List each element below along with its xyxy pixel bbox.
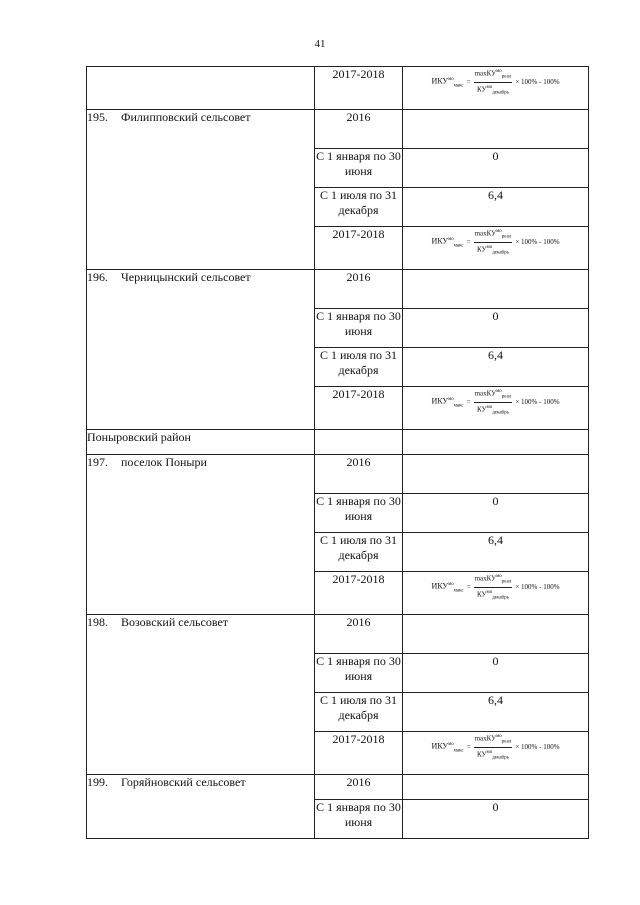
value-cell: 6,4 [403, 693, 589, 732]
municipality-name: поселок Поныри [121, 455, 207, 469]
formula-numerator-sub: реал [501, 579, 512, 585]
period-cell: 2016 [315, 615, 403, 654]
formula-lhs-sup: мо [448, 76, 454, 82]
period-cell: С 1 июля по 31 декабря [315, 348, 403, 387]
formula-denominator-sup: мо [486, 589, 493, 595]
municipality-name: Черницынский сельсовет [121, 270, 251, 284]
formula-lhs [431, 580, 463, 595]
region-name: Поныровский район [87, 430, 315, 455]
formula-denominator [476, 748, 510, 763]
formula-lhs-text: ИКУ [431, 581, 449, 591]
formula-numerator-text: maxКУ [474, 69, 497, 78]
period-cell: 2017-2018 [315, 387, 403, 430]
formula [403, 732, 588, 762]
period-cell: 2017-2018 [315, 227, 403, 270]
formula-numerator-text: maxКУ [474, 574, 497, 583]
formula-denominator-text: КУ [477, 590, 487, 599]
period-cell: 2016 [315, 270, 403, 309]
formula-denominator-text: КУ [477, 245, 487, 254]
formula-denominator-sup: мо [486, 404, 493, 410]
formula-lhs-text: ИКУ [431, 396, 449, 406]
value-cell [403, 110, 589, 149]
formula-equals: = [466, 397, 471, 406]
table-row [87, 455, 589, 494]
formula-equals: = [466, 582, 471, 591]
formula-numerator-sup: мо [496, 69, 502, 74]
formula-tail: × 100% - 100% [515, 237, 560, 246]
row-number: 197. [87, 455, 108, 469]
formula-fraction [474, 387, 513, 417]
formula-equals: = [466, 237, 471, 246]
municipality-cell [87, 110, 315, 270]
formula-denominator-text: КУ [477, 405, 487, 414]
formula-numerator [474, 572, 513, 588]
region-row [87, 430, 589, 455]
municipality-cell [87, 775, 315, 839]
formula-denominator [476, 588, 510, 603]
value-cell [403, 775, 589, 800]
formula-lhs [431, 395, 463, 410]
formula-cell [403, 387, 589, 430]
formula-denominator-sup: мо [486, 749, 493, 755]
formula-lhs-sub: макс [453, 747, 464, 753]
formula-cell [403, 572, 589, 615]
period-cell: С 1 июля по 31 декабря [315, 693, 403, 732]
formula-numerator [474, 67, 513, 83]
table-row [87, 110, 589, 149]
formula-denominator-sup: мо [486, 84, 493, 90]
table-row [87, 775, 589, 800]
value-cell: 0 [403, 309, 589, 348]
period-cell: С 1 июля по 31 декабря [315, 188, 403, 227]
value-cell: 6,4 [403, 348, 589, 387]
formula-cell [403, 227, 589, 270]
value-cell [403, 615, 589, 654]
formula-denominator-sub: декабрь [492, 90, 509, 96]
formula-denominator-sub: декабрь [492, 410, 509, 416]
formula-lhs-sup: мо [448, 236, 454, 242]
period-cell: С 1 января по 30 июня [315, 800, 403, 839]
value-cell: 0 [403, 149, 589, 188]
formula-lhs-sub: макс [453, 402, 464, 408]
formula-numerator-sup: мо [496, 229, 502, 234]
formula-denominator-text: КУ [477, 85, 487, 94]
value-cell [403, 455, 589, 494]
formula-lhs-sub: макс [453, 242, 464, 248]
formula-numerator [474, 732, 513, 748]
formula-tail: × 100% - 100% [515, 77, 560, 86]
formula-lhs-sup: мо [448, 396, 454, 402]
formula-lhs-text: ИКУ [431, 76, 449, 86]
period-cell: 2017-2018 [315, 67, 403, 110]
formula-numerator-sup: мо [496, 574, 502, 579]
formula-tail: × 100% - 100% [515, 397, 560, 406]
name-cell-empty [87, 67, 315, 110]
row-number: 199. [87, 775, 108, 789]
period-cell [315, 430, 403, 455]
period-cell: 2017-2018 [315, 732, 403, 775]
value-cell: 0 [403, 800, 589, 839]
formula-denominator-text: КУ [477, 750, 487, 759]
formula-numerator-text: maxКУ [474, 734, 497, 743]
municipality-name: Горяйновский сельсовет [121, 775, 246, 789]
value-cell: 0 [403, 654, 589, 693]
formula-denominator-sub: декабрь [492, 250, 509, 256]
municipality-cell [87, 615, 315, 775]
formula-numerator-sub: реал [501, 74, 512, 80]
formula-numerator [474, 387, 513, 403]
formula-denominator-sup: мо [486, 244, 493, 250]
value-cell: 6,4 [403, 188, 589, 227]
period-cell: С 1 января по 30 июня [315, 149, 403, 188]
formula-cell [403, 67, 589, 110]
formula-lhs-sup: мо [448, 581, 454, 587]
value-cell [403, 270, 589, 309]
formula-equals: = [466, 77, 471, 86]
period-cell: 2016 [315, 775, 403, 800]
formula-tail: × 100% - 100% [515, 742, 560, 751]
municipality-name: Филипповский сельсовет [121, 110, 251, 124]
municipality-cell [87, 455, 315, 615]
value-cell: 6,4 [403, 533, 589, 572]
value-cell: 0 [403, 494, 589, 533]
row-number: 198. [87, 615, 108, 629]
formula-cell [403, 732, 589, 775]
formula-numerator-text: maxКУ [474, 229, 497, 238]
formula-fraction [474, 67, 513, 97]
formula-fraction [474, 227, 513, 257]
formula [403, 67, 588, 97]
formula-denominator-sub: декабрь [492, 755, 509, 761]
table-row [87, 67, 589, 110]
period-cell: С 1 января по 30 июня [315, 654, 403, 693]
formula-denominator-sub: декабрь [492, 595, 509, 601]
formula-lhs-sub: макс [453, 587, 464, 593]
table-row [87, 615, 589, 654]
period-cell: С 1 июля по 31 декабря [315, 533, 403, 572]
period-cell: 2017-2018 [315, 572, 403, 615]
formula [403, 387, 588, 417]
formula-lhs [431, 740, 463, 755]
formula-fraction [474, 572, 513, 602]
page-number: 41 [314, 38, 326, 50]
formula-denominator [476, 403, 510, 418]
formula-lhs-sup: мо [448, 741, 454, 747]
formula-fraction [474, 732, 513, 762]
formula-lhs [431, 235, 463, 250]
tariff-table [86, 66, 589, 839]
municipality-cell [87, 270, 315, 430]
formula-numerator-sub: реал [501, 394, 512, 400]
formula-numerator-sup: мо [496, 734, 502, 739]
formula [403, 572, 588, 602]
period-cell: С 1 января по 30 июня [315, 309, 403, 348]
municipality-name: Возовский сельсовет [121, 615, 229, 629]
formula-denominator [476, 243, 510, 258]
formula-equals: = [466, 742, 471, 751]
formula-lhs-text: ИКУ [431, 236, 449, 246]
formula-tail: × 100% - 100% [515, 582, 560, 591]
row-number: 196. [87, 270, 108, 284]
formula-lhs [431, 75, 463, 90]
formula [403, 227, 588, 257]
formula-numerator-text: maxКУ [474, 389, 497, 398]
formula-numerator-sub: реал [501, 739, 512, 745]
formula-lhs-text: ИКУ [431, 741, 449, 751]
formula-numerator-sup: мо [496, 389, 502, 394]
formula-numerator-sub: реал [501, 234, 512, 240]
period-cell: 2016 [315, 110, 403, 149]
table-row [87, 270, 589, 309]
formula-denominator [476, 83, 510, 98]
formula-numerator [474, 227, 513, 243]
period-cell: 2016 [315, 455, 403, 494]
period-cell: С 1 января по 30 июня [315, 494, 403, 533]
value-cell [403, 430, 589, 455]
row-number: 195. [87, 110, 108, 124]
formula-lhs-sub: макс [453, 82, 464, 88]
